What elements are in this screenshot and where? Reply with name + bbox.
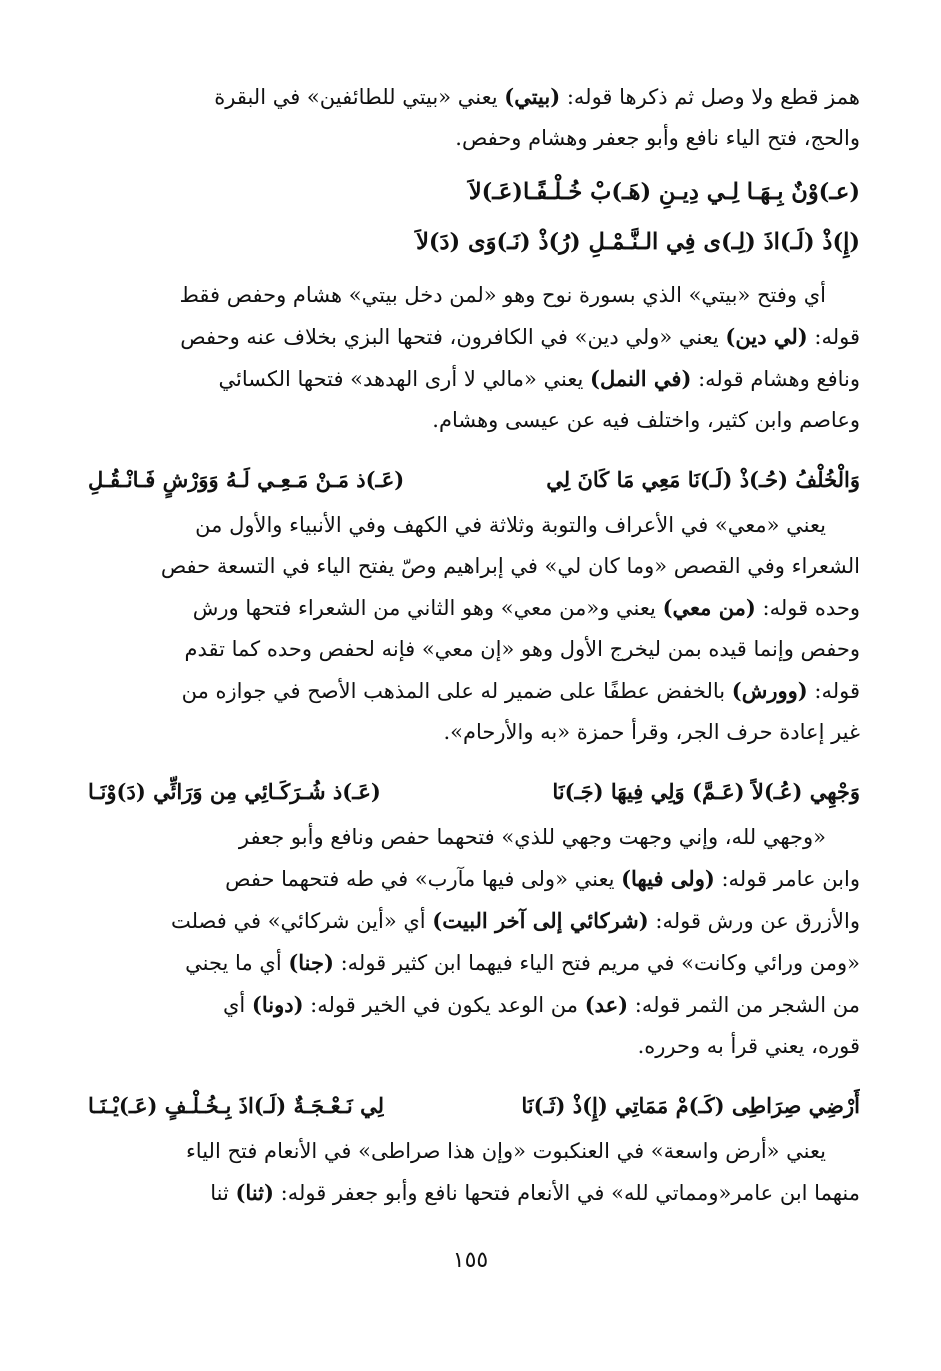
verse-line-4 (88, 767, 860, 817)
text-line: أي وفتح «بيتي» الذي بسورة نوح وهو «لمن دخل بيتي» هشام وحفص فقط (179, 283, 826, 307)
verse-hemistich-left: لِي نَـعْـجَـةٌ (لَـ)اذَ بِـخُـلْـفٍ (عَـ)يْـنَـا (88, 1093, 384, 1118)
keyword: (لي دين) (725, 324, 808, 349)
text-line: وحفص وإنما قيده بمن ليخرج الأول وهو «إن معي» فإنه لحفص وحده كما تقدم (184, 637, 860, 661)
verse-line-2: (إِ)ذْ (لَـ)اذَ (لِـ)ى فِي الـنَّـمْـلِ (رُ)ذْ (نَـ)وَى (دَ)لاَ (416, 229, 860, 255)
keyword: (ولى فيها) (621, 866, 715, 891)
text-line: قوره، يعني قرأ به وحرره. (637, 1034, 860, 1058)
verse-hemistich-right: وَالْخُلْفُ (حُـ)ذْ (لَـ)نَا مَعِي مَا كَانَ لِي (546, 467, 860, 492)
text-line: همز قطع ولا وصل ثم ذكرها قوله: (بيتي) يعني «بيتي للطائفين» في البقرة (214, 84, 860, 109)
text-line: قوله: (لي دين) يعني «ولي دين» في الكافرون، فتحها البزي بخلاف عنه وحفص (180, 324, 860, 349)
keyword: (من معي) (662, 595, 756, 620)
keyword: (وورش) (731, 678, 808, 703)
text-line: وحده قوله: (من معي) يعني و«من معي» وهو الثاني من الشعراء فتحها ورش (192, 595, 860, 620)
text-line: منهما ابن عامر«ومماتي لله» في الأنعام فتحها نافع وأبو جعفر قوله: (ثنا) ثنا (210, 1180, 860, 1205)
text-line: الشعراء وفي القصص «وما كان لي» في إبراهيم وصّ يفتح الياء في التسعة حفص (160, 554, 860, 578)
page-number: ١٥٥ (452, 1248, 489, 1273)
text-line: من الشجر من الثمر قوله: (عد) من الوعد يكون في الخير قوله: (دونا) أي (222, 992, 860, 1017)
text-line: يعني «أرض واسعة» في العنكبوت «وإن هذا صراطى» في الأنعام فتح الياء (185, 1139, 826, 1163)
text-line: وعاصم وابن كثير، واختلف فيه عن عيسى وهشام. (432, 408, 860, 432)
text-line: وابن عامر قوله: (ولى فيها) يعني «ولى فيها مآرب» في طه فتحهما حفص (225, 866, 860, 891)
keyword: (ثنا) (235, 1180, 274, 1205)
keyword: (جنا) (288, 950, 334, 975)
keyword: (عد) (584, 992, 629, 1017)
text-line: يعني «معي» في الأعراف والتوبة وثلاثة في الكهف وفي الأنبياء والأول من (195, 513, 826, 537)
keyword: (شركائي إلى آخر البيت) (432, 908, 649, 933)
verse-line-1: (عـ)وْنٌ بِـهَـا لِـي دِيـنِ (هَـ)بْ خُـلْـفًـا(عَـ)لاَ (468, 179, 860, 205)
text-line: غير إعادة حرف الجر، وقرأ حمزة «به والأرحام». (443, 720, 860, 744)
text-line: والحج، فتح الياء نافع وأبو جعفر وهشام وحفص. (455, 126, 860, 150)
paragraph-2 (88, 275, 860, 441)
keyword: (دونا) (251, 992, 304, 1017)
paragraph-5 (88, 1131, 860, 1214)
page-body (88, 76, 860, 1316)
paragraph-4 (88, 817, 860, 1067)
text-line: قوله: (وورش) بالخفض عطفًا على ضمير له على المذهب الأصح في جوازه من (181, 678, 860, 703)
text-line: ونافع وهشام قوله: (في النمل) يعني «مالي لا أرى الهدهد» فتحها الكسائي (218, 366, 860, 391)
verse-line-5 (88, 1081, 860, 1131)
keyword: (بيتي) (504, 84, 561, 109)
verse-hemistich-right: وَجْهِي (عُـ)لاً (عَـمَّ) وَلِي فِيهَا (جَـ)نَا (552, 779, 860, 804)
text-line: والأزرق عن ورش قوله: (شركائي إلى آخر البيت) أي «أين شركائي» في فصلت (170, 908, 860, 933)
verse-hemistich-right: أَرْضِي صِرَاطِى (كَـ)مْ مَمَاتِي (إِ)ذْ (ثَـ)نَا (521, 1093, 860, 1118)
paragraph-1 (88, 76, 860, 159)
verse-hemistich-left: (عَـ)ذ شُـرَكَـائِي مِن وَرَائِّي (دَ)وْنَـا (88, 779, 381, 804)
verse-line-3 (88, 455, 860, 505)
paragraph-3 (88, 505, 860, 753)
verse-hemistich-left: (عَـ)ذ مَـنْ مَـعِـي لَـهُ وَوَرْشٍ فَـانْـقُـلِ (88, 467, 405, 492)
keyword: (في النمل) (590, 366, 692, 391)
text-line: «وجهي لله، وإني وجهت وجهي للذي» فتحهما حفص ونافع وأبو جعفر (238, 825, 826, 849)
text-line: «ومن ورائي وكانت» في مريم فتح الياء فيهما ابن كثير قوله: (جنا) أي ما يجني (185, 950, 860, 975)
